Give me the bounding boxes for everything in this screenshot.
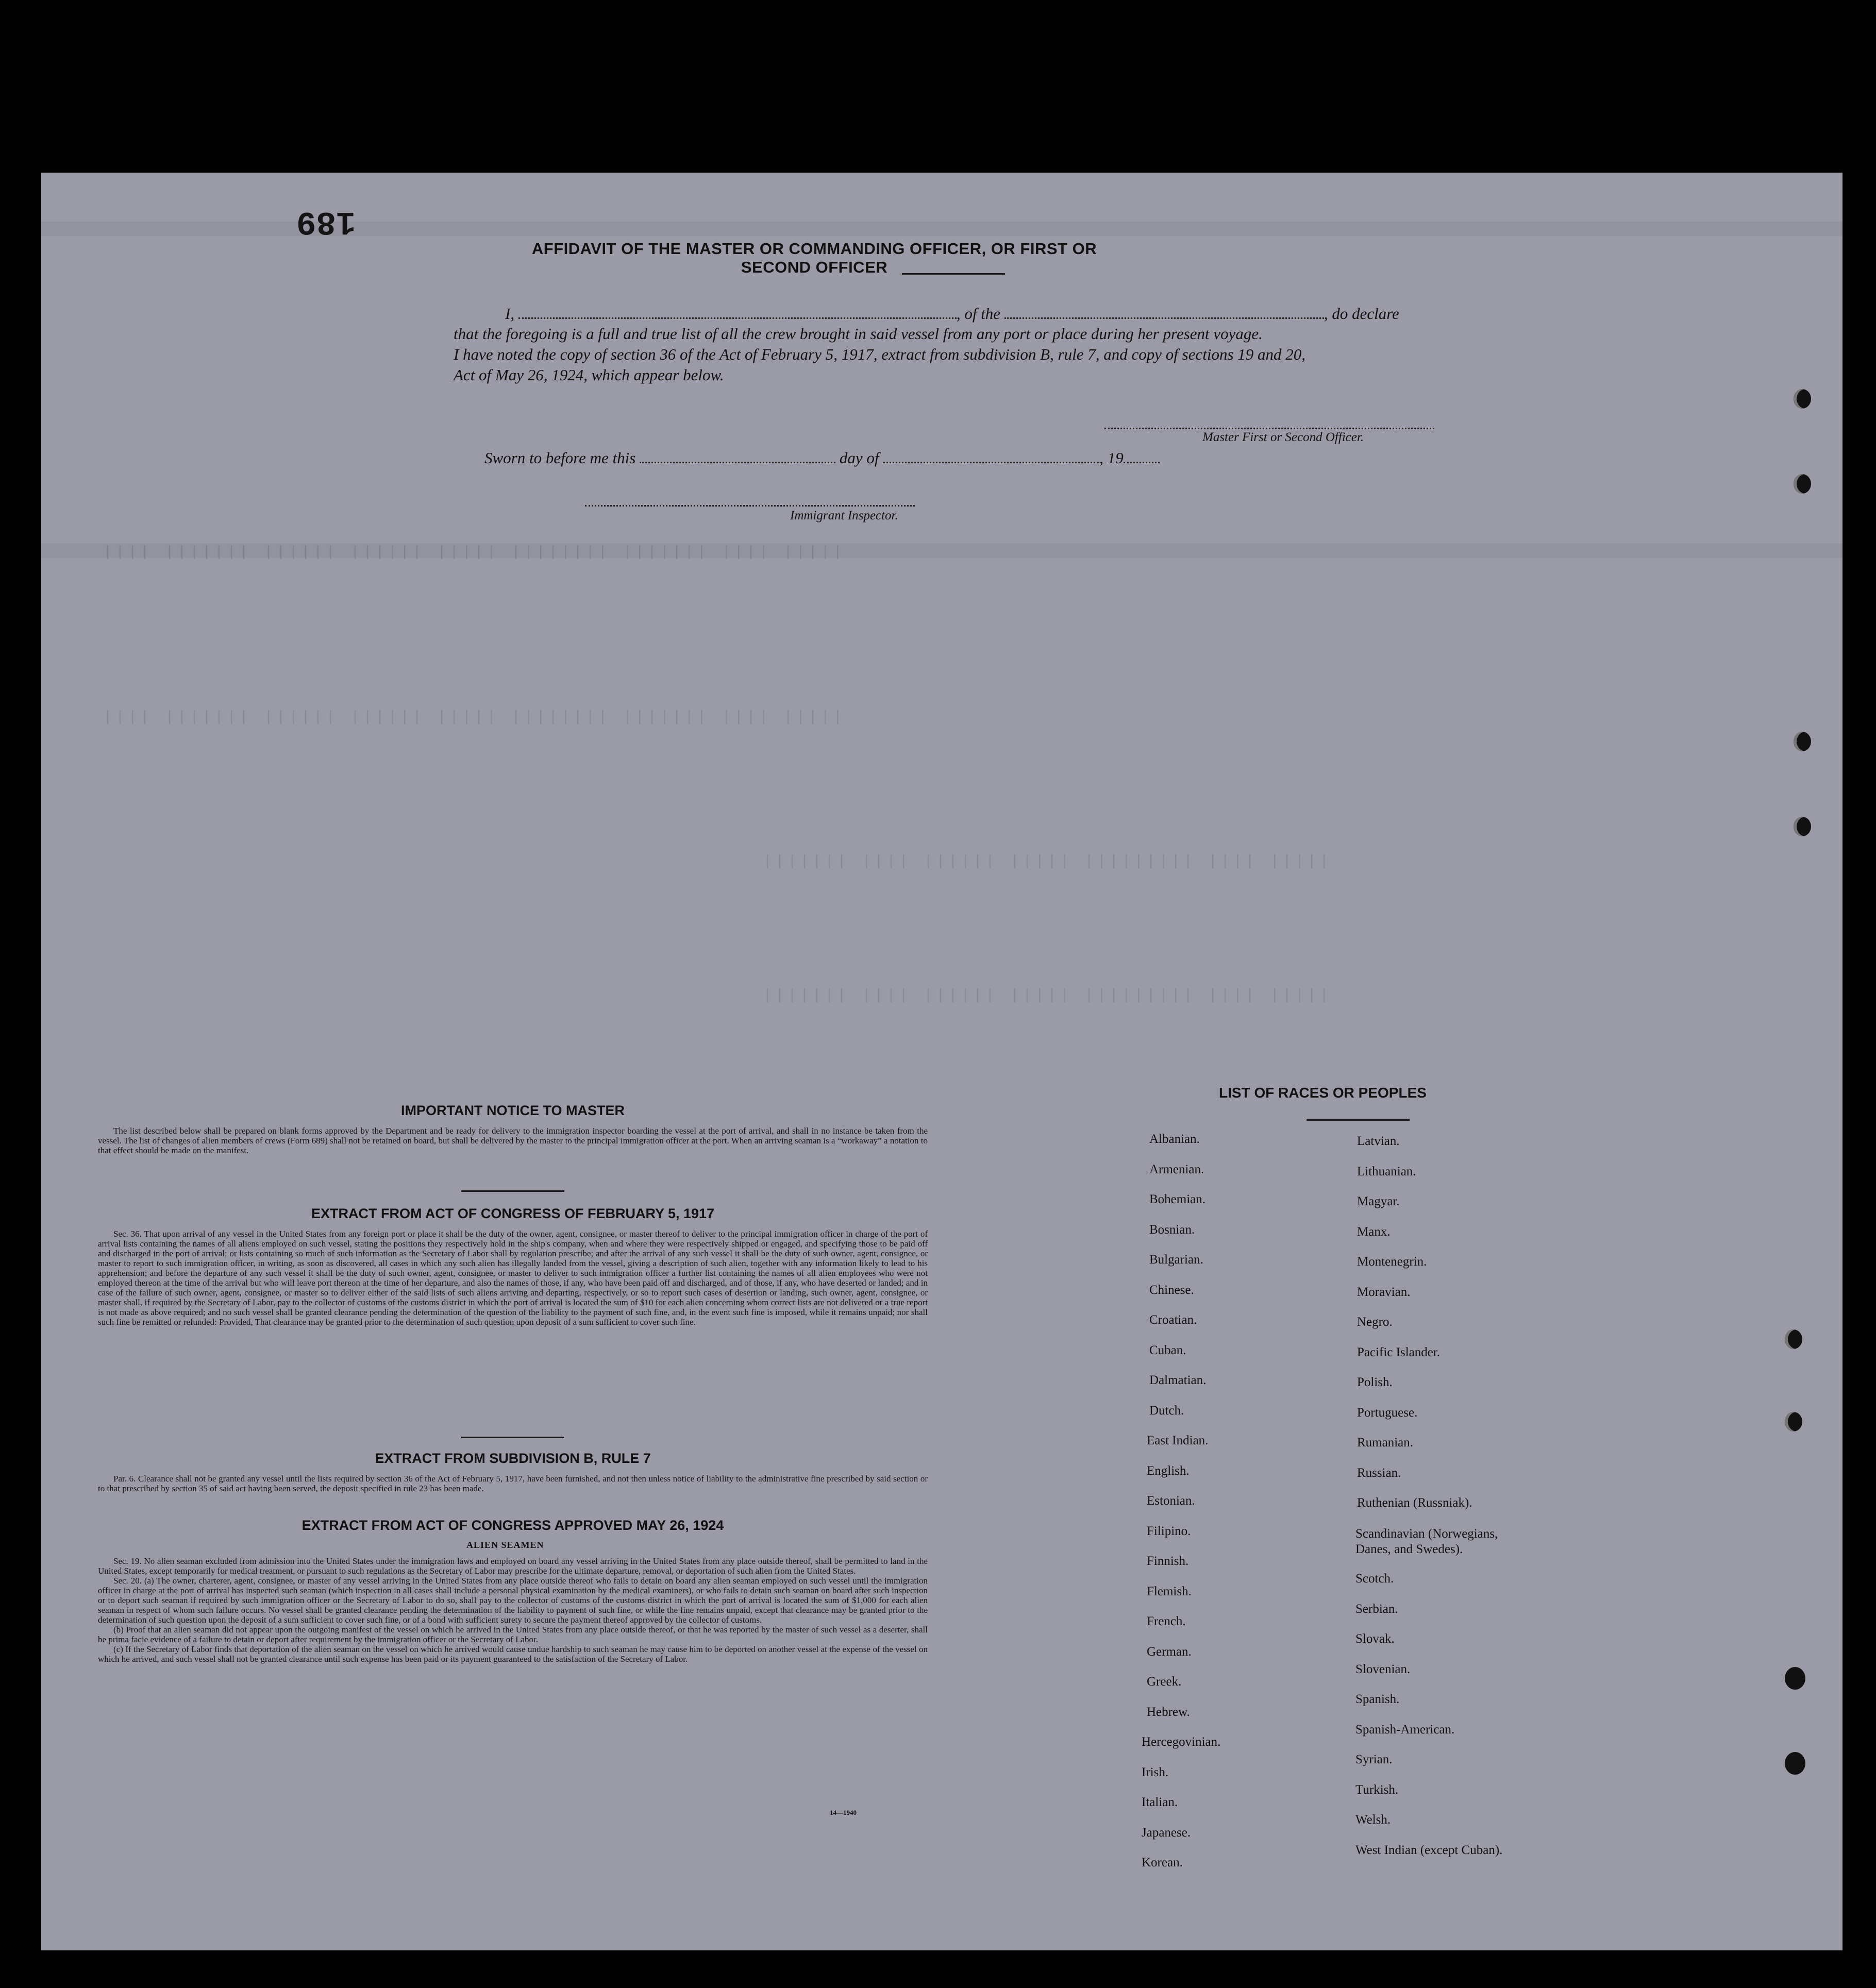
extract-1924-text xyxy=(98,1556,928,1664)
declaration-i: I, xyxy=(505,305,515,323)
rule7-heading: EXTRACT FROM SUBDIVISION B, RULE 7 xyxy=(375,1451,651,1466)
sec20b-text: (b) Proof that an alien seaman did not appear upon the outgoing manifest of the vessel on which he arrived in the United States from any place outside thereof, or that he was reported by the master of such vessel as a deserter, shall be prima facie evidence of a failure to detain or deport after requirement by the immigration officer or the Secretary of Labor. xyxy=(98,1625,928,1644)
bleed-through-text: |||| ||||||| |||||| |||||| ||||| |||||||| ||||||| |||| ||||| xyxy=(103,709,846,726)
race-item: Manx. xyxy=(1357,1225,1391,1239)
race-item: Bosnian. xyxy=(1149,1223,1195,1237)
race-item: Welsh. xyxy=(1355,1813,1391,1827)
declaration-line-2: that the foregoing is a full and true list of all the crew brought in said vessel from any port or place during her present voyage. xyxy=(454,325,1263,343)
binder-hole xyxy=(1785,1667,1805,1690)
divider xyxy=(1306,1119,1410,1121)
race-item: Pacific Islander. xyxy=(1357,1345,1440,1359)
race-item: Latvian. xyxy=(1357,1134,1400,1148)
day-blank xyxy=(640,448,835,463)
sworn-line xyxy=(484,448,1160,467)
race-item: Dutch. xyxy=(1149,1404,1184,1418)
master-caption: Master First or Second Officer. xyxy=(1202,430,1364,444)
sworn-label: Sworn to before me this xyxy=(484,449,636,467)
race-item: Hebrew. xyxy=(1147,1705,1190,1719)
race-item: West Indian (except Cuban). xyxy=(1355,1843,1503,1857)
race-item: English. xyxy=(1147,1464,1190,1478)
sec20c-text: (c) If the Secretary of Labor finds that deportation of the alien seaman on the vessel on which he arrived would cause undue hardship to such seaman he may cause him to be deported on another vessel at the expense of the vessel on which he arrived, and such vessel shall not be granted clearance until such expense has been paid or its payment guaranteed to the satisfaction of the Secretary of Labor. xyxy=(98,1644,928,1664)
vessel-blank xyxy=(1004,304,1324,319)
extract-1917-text: Sec. 36. That upon arrival of any vessel in the United States from any foreign port or place it shall be the duty of the owner, agent, consignee, or master thereof to deliver to the principal immigration officer in charge of the port of arrival lists containing the names of all aliens employed on such vessel, stating the positions they respectively hold in the ship's company, when and where they were respectively shipped or engaged, and specifying those to be paid off and discharged in the port of arrival; or lists containing so much of such information as the Secretary of Labor shall by regulation prescribe; and after the arrival of any such vessel it shall be the duty of such owner, agent, consignee, or master to report to such immigration officer, in writing, as soon as discovered, all cases in which any such alien has illegally landed from the vessel, giving a description of such alien, together with any information likely to lead to his apprehension; and before the departure of any such vessel it shall be the duty of such owner, agent, consignee, or master to deliver to such immigration officer a further list containing the names of all alien employees who were not employed thereon at the time of the arrival but who will leave port thereon at the time of her departure, and also the names of those, if any, who have been paid off and discharged, and of those, if any, who have deserted or landed; and in case of the failure of such owner, agent, consignee, or master so to deliver either of the said lists of such aliens arriving and departing, respectively, or so to report such cases of desertion or landing, such owner, agent, consignee, or master shall, if required by the Secretary of Labor, pay to the collector of customs of the customs district in which the port of arrival is located the sum of $10 for each alien concerning whom correct lists are not delivered or a true report is not made as above required; and no such vessel shall be granted clearance pending the determination of the question of the liability to the payment of such fine, and, in the event such fine is imposed, while it remains unpaid; nor shall such fine be remitted or refunded: Provided, That clearance may be granted prior to the determination of such question upon deposit of a sum sufficient to cover such fine. xyxy=(98,1229,928,1327)
race-item: Scandinavian (Norwegians, Danes, and Swedes). xyxy=(1355,1527,1498,1556)
race-item: Cuban. xyxy=(1149,1343,1186,1357)
race-item: Italian. xyxy=(1142,1795,1178,1809)
binder-hole xyxy=(1794,389,1811,409)
extract-1924-heading: EXTRACT FROM ACT OF CONGRESS APPROVED MAY 26, 1924 xyxy=(301,1518,724,1533)
race-item: Rumanian. xyxy=(1357,1436,1414,1450)
race-item: Flemish. xyxy=(1147,1585,1192,1598)
binder-hole xyxy=(1794,732,1811,751)
binder-hole xyxy=(1785,1412,1802,1431)
binder-hole xyxy=(1785,1752,1805,1775)
race-item: Filipino. xyxy=(1147,1524,1191,1538)
race-item: Syrian. xyxy=(1355,1753,1393,1766)
extract-1917-heading: EXTRACT FROM ACT OF CONGRESS OF FEBRUARY 5, 1917 xyxy=(311,1206,715,1221)
race-item: German. xyxy=(1147,1645,1192,1659)
race-item: Korean. xyxy=(1142,1856,1183,1869)
notice-text: The list described below shall be prepared on blank forms approved by the Department and be ready for delivery to the immigration inspector boarding the vessel at the port of arrival, and shall in no instance be taken from the vessel. The list of changes of alien members of crews (Form 689) shall not be retained on board, but shall be delivered by the master to the principal immigration officer at the port. When an arriving seaman is a “workaway” a notation to that effect should be made on the manifest. xyxy=(98,1126,928,1155)
alien-seamen-subheading: ALIEN SEAMEN xyxy=(466,1540,544,1550)
declaration-of-the: , of the xyxy=(956,305,1001,323)
race-item: Negro. xyxy=(1357,1315,1393,1329)
form-number: 14—1940 xyxy=(830,1809,857,1816)
race-item: East Indian. xyxy=(1147,1434,1209,1447)
race-item: Portuguese. xyxy=(1357,1406,1418,1420)
document-sheet xyxy=(41,173,1842,1950)
rule7-text: Par. 6. Clearance shall not be granted any vessel until the lists required by section 36 of the Act of February 5, 1917, have been furnished, and not then unless notice of liability to the administrative fine prescribed by said section or to that prescribed by section 35 of said act having been served, the deposit specified in rule 23 has been made. xyxy=(98,1474,928,1493)
bleed-through-text: |||| ||||||| |||||| |||||| ||||| |||||||| ||||||| |||| ||||| xyxy=(103,544,846,561)
year-label: , 19 xyxy=(1099,449,1124,467)
race-item: Slovak. xyxy=(1355,1632,1395,1646)
race-item: French. xyxy=(1147,1614,1186,1628)
divider xyxy=(902,273,1005,275)
race-item: Albanian. xyxy=(1149,1132,1200,1146)
race-item: Moravian. xyxy=(1357,1285,1411,1299)
master-signature-line xyxy=(1104,428,1434,429)
affidavit-title: AFFIDAVIT OF THE MASTER OR COMMANDING OFFICER, OR FIRST OR SECOND OFFICER xyxy=(531,240,1097,276)
year-blank xyxy=(1124,448,1160,463)
declaration-line-4: Act of May 26, 1924, which appear below. xyxy=(454,366,724,384)
divider xyxy=(461,1437,564,1438)
race-item: Spanish-American. xyxy=(1355,1723,1455,1737)
race-item: Magyar. xyxy=(1357,1194,1400,1208)
race-item: Dalmatian. xyxy=(1149,1373,1207,1387)
race-item: Scotch. xyxy=(1355,1572,1394,1586)
races-heading: LIST OF RACES OR PEOPLES xyxy=(1219,1085,1427,1101)
divider xyxy=(461,1190,564,1192)
day-of-label: day of xyxy=(839,449,879,467)
race-item: Polish. xyxy=(1357,1375,1393,1389)
stamp-number: 189 xyxy=(296,203,356,240)
name-blank xyxy=(518,304,957,319)
bleed-through-text: ||||||| |||| |||||| ||||| ||||||||| |||| ||||| xyxy=(763,853,1332,870)
binder-hole xyxy=(1794,474,1811,494)
race-item: Serbian. xyxy=(1355,1602,1398,1616)
race-item: Spanish. xyxy=(1355,1692,1400,1706)
declaration-line-3: I have noted the copy of section 36 of the Act of February 5, 1917, extract from subdivision B, rule 7, and copy of sections 19 and 20, xyxy=(454,345,1306,363)
race-item: Bohemian. xyxy=(1149,1192,1206,1206)
race-item: Bulgarian. xyxy=(1149,1253,1203,1267)
race-item: Lithuanian. xyxy=(1357,1165,1416,1178)
sec19-text: Sec. 19. No alien seaman excluded from admission into the United States under the immigration laws and employed on board any vessel arriving in the United States from any place outside thereof, shall be permitted to land in the United States, except temporarily for medical treatment, or pursuant to such regulations as the Secretary of Labor may prescribe for the ultimate departure, removal, or deportation of such alien from the United States. xyxy=(98,1556,928,1576)
race-item: Armenian. xyxy=(1149,1163,1204,1176)
race-item: Chinese. xyxy=(1149,1283,1194,1297)
race-item: Japanese. xyxy=(1142,1826,1191,1840)
bleed-through-text: ||||||| |||| |||||| ||||| ||||||||| |||| ||||| xyxy=(763,987,1332,1004)
race-item: Estonian. xyxy=(1147,1494,1195,1508)
race-item: Turkish. xyxy=(1355,1783,1399,1797)
inspector-caption: Immigrant Inspector. xyxy=(790,509,898,523)
inspector-signature-line xyxy=(585,505,915,507)
declaration-do-declare: , do declare xyxy=(1324,305,1399,323)
binder-hole xyxy=(1785,1329,1802,1349)
race-item: Greek. xyxy=(1147,1675,1182,1689)
month-blank xyxy=(883,448,1099,463)
race-item: Hercegovinian. xyxy=(1142,1735,1221,1749)
race-item: Ruthenian (Russniak). xyxy=(1357,1496,1472,1510)
race-item: Russian. xyxy=(1357,1466,1401,1480)
binder-hole xyxy=(1794,817,1811,836)
race-item: Irish. xyxy=(1142,1765,1169,1779)
declaration-line-1 xyxy=(505,304,1399,323)
sec20a-text: Sec. 20. (a) The owner, charterer, agent, consignee, or master of any vessel arriving in the United States from any place outside thereof who fails to detain on board any alien seaman employed on such vessel until the immigration officer in charge at the port of arrival has inspected such seaman (which inspection in all cases shall include a personal physical examination by the medical examiners), or who fails to detain such seaman on board after such inspection or to deport such seaman if required by such immigration officer or the Secretary of Labor to do so, shall pay to the collector of customs of the customs district in which the port of arrival is located the sum of $1,000 for each alien seaman in respect of whom such failure occurs. No vessel shall be granted clearance pending the determination of the liability to payment of such fine, or while the fine remains unpaid, except that clearance may be granted prior to the determination of such question upon the deposit of a sum sufficient to cover such fine, or of a bond with sufficient surety to secure the payment thereof approved by the collector of customs. xyxy=(98,1576,928,1625)
race-item: Finnish. xyxy=(1147,1554,1189,1568)
race-item: Slovenian. xyxy=(1355,1662,1411,1676)
race-item: Croatian. xyxy=(1149,1313,1197,1327)
notice-heading: IMPORTANT NOTICE TO MASTER xyxy=(401,1103,625,1118)
race-item: Montenegrin. xyxy=(1357,1255,1427,1269)
